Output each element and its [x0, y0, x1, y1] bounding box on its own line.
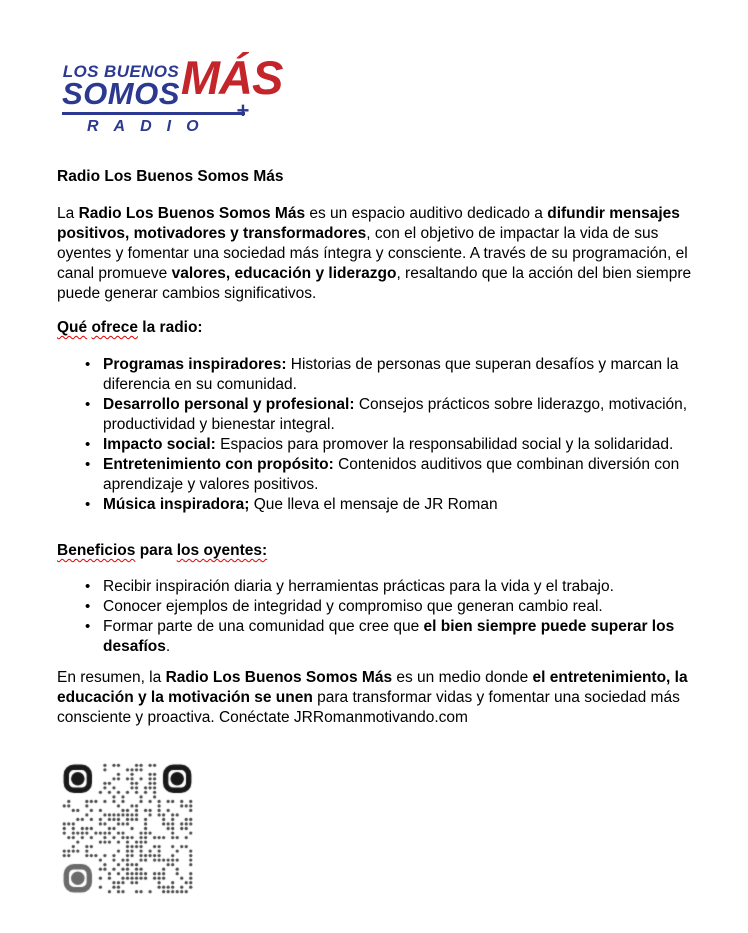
bullet-icon: • [85, 396, 91, 413]
list-item-lead: Música inspiradora; [103, 496, 250, 513]
list-item-text: Conocer ejemplos de integridad y compromiso que generan cambio real. [103, 598, 603, 615]
list-item-text: . [165, 638, 171, 655]
list-item [85, 597, 699, 617]
logo-line2: SOMOS [62, 76, 180, 111]
summary-seg-bold: el entretenimiento, la educación y la motivación se unen [57, 669, 688, 706]
misspelled-word: ofrece [91, 319, 138, 336]
page-title: Radio Los Buenos Somos Más [57, 168, 284, 185]
list-item-lead: Impacto social: [103, 436, 216, 453]
offers-heading [57, 318, 699, 338]
intro-seg-bold: difundir mensajes positivos, motivadores y transformadores [57, 205, 680, 242]
misspelled-word: Qué [57, 319, 88, 336]
antenna-plus-icon: + [236, 98, 249, 123]
intro-seg: La [57, 205, 79, 222]
qr-code [62, 763, 193, 894]
summary-paragraph [57, 668, 699, 728]
logo-line1: LOS BUENOS [62, 62, 180, 81]
list-item-lead: Desarrollo personal y profesional: [103, 396, 355, 413]
intro-seg-bold: valores, educación y liderazgo [171, 265, 397, 282]
list-item-text: Consejos prácticos sobre liderazgo, motivación, productividad y bienestar integral. [103, 396, 688, 433]
intro-paragraph [57, 204, 699, 304]
list-item [85, 435, 699, 455]
logo-antenna-line [62, 98, 249, 123]
intro-seg: , con el objetivo de impactar la vida de sus oyentes y fomentar una sociedad más íntegra y consciente. A través de su programación, el canal promueve [57, 225, 688, 282]
benefits-heading [57, 541, 699, 561]
heading-mid: para [135, 542, 177, 559]
list-item-text: Formar parte de una comunidad que cree que [103, 618, 424, 635]
bullet-icon: • [85, 356, 91, 373]
list-item-text: Que lleva el mensaje de JR Roman [249, 496, 498, 513]
heading-rest: la radio: [138, 319, 203, 336]
logo-wordmark [62, 51, 287, 111]
list-item-lead: Programas inspiradores: [103, 356, 287, 373]
bullet-icon: • [85, 578, 91, 595]
list-item-text: Recibir inspiración diaria y herramientas prácticas para la vida y el trabajo. [103, 578, 614, 595]
list-item-text: Contenidos auditivos que combinan diversión con aprendizaje y valores positivos. [103, 456, 680, 493]
bullet-icon: • [85, 436, 91, 453]
list-item-lead: Entretenimiento con propósito: [103, 456, 334, 473]
summary-seg-bold: Radio Los Buenos Somos Más [165, 669, 393, 686]
intro-seg: , resaltando que la acción del bien siempre puede generar cambios significativos. [57, 265, 692, 302]
list-item [85, 355, 699, 395]
list-item [85, 495, 699, 515]
logo-radio-text: RADIO [87, 118, 214, 135]
logo-radio-block [62, 98, 249, 136]
logo-mas-text: MÁS [180, 51, 283, 104]
bullet-icon: • [85, 456, 91, 473]
list-item [85, 617, 699, 657]
list-item [85, 455, 699, 495]
benefits-list [57, 577, 699, 657]
summary-seg: para transformar vidas y fomentar una sociedad más consciente y proactiva. Conéctate JRRomanmotivando.com [57, 689, 680, 726]
benefits-section [57, 577, 699, 657]
misspelled-word: Beneficios [57, 542, 136, 559]
logo-left-column [62, 56, 180, 111]
misspelled-word: los oyentes: [176, 542, 268, 559]
list-item-bold: el bien siempre puede superar los desafíos [103, 618, 675, 655]
list-item [85, 395, 699, 435]
list-item [85, 577, 699, 597]
list-item-text: Historias de personas que superan desafíos y marcan la diferencia en su comunidad. [103, 356, 679, 393]
offers-section [57, 355, 699, 515]
radio-logo [62, 51, 287, 136]
intro-seg: es un espacio auditivo dedicado a [305, 205, 548, 222]
list-item-text: Espacios para promover la responsabilidad social y la solidaridad. [215, 436, 674, 453]
offers-list [57, 355, 699, 515]
bullet-icon: • [85, 598, 91, 615]
summary-seg: es un medio donde [392, 669, 533, 686]
summary-seg: En resumen, la [57, 669, 166, 686]
bullet-icon: • [85, 618, 91, 635]
qr-code-block [62, 763, 193, 894]
intro-seg-bold: Radio Los Buenos Somos Más [78, 205, 306, 222]
bullet-icon: • [85, 496, 91, 513]
